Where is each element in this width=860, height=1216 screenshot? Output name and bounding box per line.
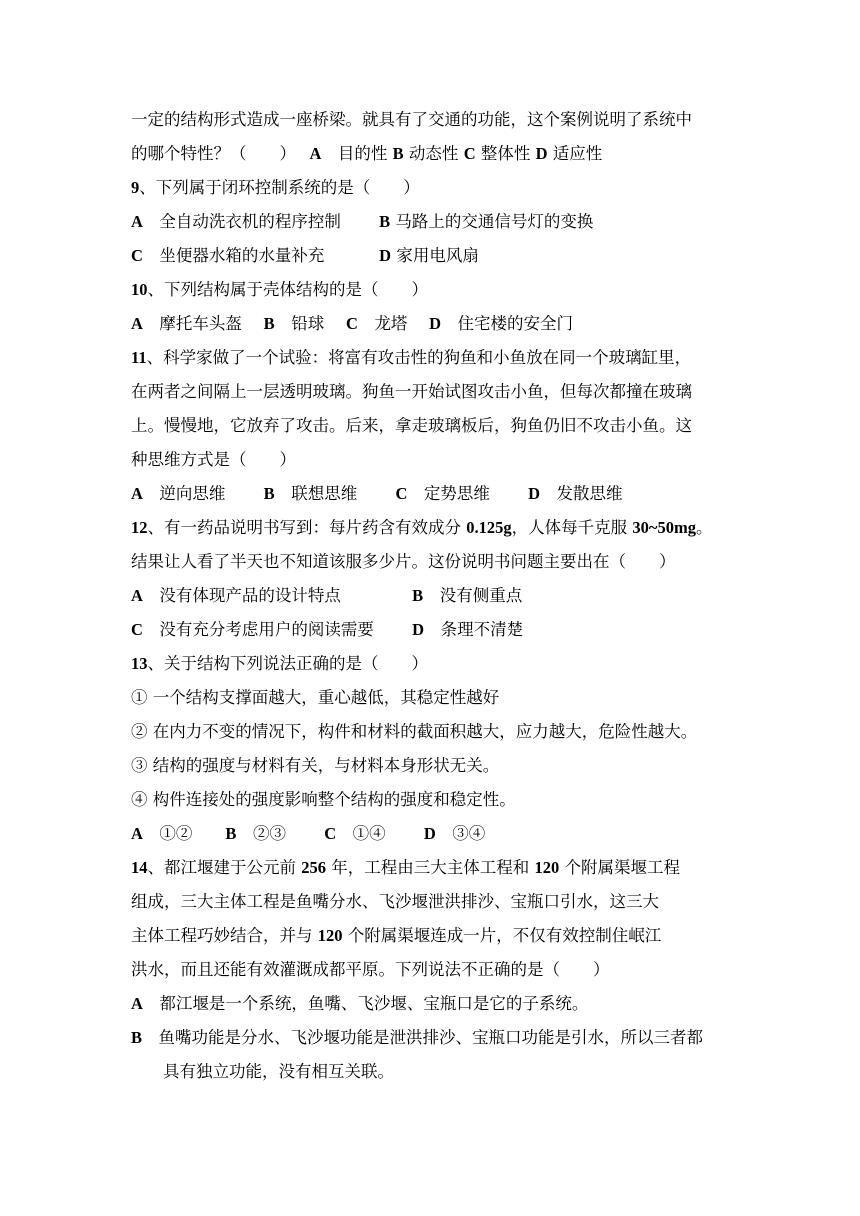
text: 结果让人看了半天也不知道该服多少片。这份说明书问题主要出在（ ） <box>131 552 676 571</box>
option-text: 住宅楼的安全门 <box>441 314 574 333</box>
option-text: ②③ <box>236 824 325 843</box>
option-text: 没有体现产品的设计特点 <box>142 586 413 605</box>
text: 、有一药品说明书写到：每片药含有效成分 <box>147 518 467 537</box>
text: 、关于结构下列说法正确的是（ ） <box>147 654 428 673</box>
text: 具有独立功能，没有相互关联。 <box>163 1062 394 1081</box>
option-text: 全自动洗衣机的程序控制 <box>142 212 380 231</box>
q12-stem-line-2 <box>131 551 676 573</box>
text: ③ 结构的强度与材料有关，与材料本身形状无关。 <box>131 756 500 775</box>
text: ① 一个结构支撑面越大，重心越低，其稳定性越好 <box>131 688 500 707</box>
option-letter: D <box>379 246 392 265</box>
q12-stem-line-1 <box>131 517 712 539</box>
question-number: 10 <box>131 280 148 299</box>
option-text: 没有侧重点 <box>423 586 523 605</box>
option-letter: A <box>131 586 143 605</box>
option-letter: D <box>412 620 425 639</box>
option-text: 坐便器水箱的水量补充 <box>142 246 380 265</box>
q12-options-row-1 <box>131 585 522 607</box>
q11-stem-line-4 <box>131 449 296 471</box>
text: 、下列结构属于壳体结构的是（ ） <box>147 280 428 299</box>
text: 个附属渠堰连成一片，不仅有效控制住岷江 <box>342 926 662 945</box>
q14-option-b-continued <box>163 1061 394 1083</box>
text: 洪水，而且还能有效灌溉成都平原。下列说法不正确的是（ ） <box>131 960 610 979</box>
option-letter: A <box>131 212 143 231</box>
option-letter: C <box>131 620 143 639</box>
text: 上。慢慢地，它放弃了攻击。后来，拿走玻璃板后，狗鱼仍旧不攻击小鱼。这 <box>131 416 692 435</box>
q9-stem <box>131 177 420 199</box>
option-text: 没有充分考虑用户的阅读需要 <box>142 620 413 639</box>
text: 种思维方式是（ ） <box>131 450 296 469</box>
text: 、下列属于闭环控制系统的是（ ） <box>139 178 420 197</box>
option-text: 适应性 <box>547 144 603 163</box>
q14-option-b <box>131 1027 703 1049</box>
count-value: 120 <box>534 858 560 877</box>
text: 的哪个特性？（ ） <box>131 144 310 163</box>
option-letter: B <box>131 1028 143 1047</box>
q13-stem <box>131 653 428 675</box>
option-text: 发散思维 <box>540 484 623 503</box>
text: ② 在内力不变的情况下，构件和材料的截面积越大，应力越大，危险性越大。 <box>131 722 698 741</box>
q10-options <box>131 313 573 335</box>
option-letter: C <box>463 144 476 163</box>
option-letter: C <box>324 824 337 843</box>
option-letter: A <box>131 994 143 1013</box>
option-letter: D <box>528 484 541 503</box>
option-letter: B <box>263 484 275 503</box>
option-text: 都江堰是一个系统，鱼嘴、飞沙堰、宝瓶口是它的子系统。 <box>142 994 589 1013</box>
option-text: 鱼嘴功能是分水、飞沙堰功能是泄洪排沙、宝瓶口功能是引水，所以三者都 <box>142 1028 704 1047</box>
text: 、都江堰建于公元前 <box>147 858 302 877</box>
text: 组成，三大主体工程是鱼嘴分水、飞沙堰泄洪排沙、宝瓶口引水，这三大 <box>131 892 659 911</box>
option-text: ①② <box>142 824 226 843</box>
q8-stem-line-1 <box>131 109 692 131</box>
q11-stem-line-3 <box>131 415 692 437</box>
option-letter: A <box>309 144 322 163</box>
option-text: 龙塔 <box>357 314 430 333</box>
q12-options-row-2 <box>131 619 523 641</box>
option-letter: A <box>131 484 143 503</box>
option-letter: C <box>345 314 358 333</box>
dose-range: 30~50mg <box>632 518 696 537</box>
text: 年，工程由三大主体工程和 <box>326 858 535 877</box>
option-letter: B <box>263 314 275 333</box>
option-text: ①④ <box>336 824 424 843</box>
option-letter: B <box>225 824 237 843</box>
q8-stem-line-2 <box>131 143 602 165</box>
question-number: 11 <box>131 348 147 367</box>
text: 、科学家做了一个试验：将富有攻击性的狗鱼和小鱼放在同一个玻璃缸里， <box>146 348 692 367</box>
option-text: 马路上的交通信号灯的变换 <box>390 212 594 231</box>
option-text: 动态性 <box>403 144 464 163</box>
text: ，人体每千克服 <box>511 518 633 537</box>
q11-stem-line-2 <box>131 381 692 403</box>
option-letter: A <box>131 824 143 843</box>
q13-options <box>131 823 485 845</box>
question-number: 14 <box>131 858 148 877</box>
option-letter: A <box>131 314 143 333</box>
q13-statement-3 <box>131 755 499 777</box>
q13-statement-4 <box>131 789 516 811</box>
q11-options <box>131 483 623 505</box>
option-text: 定势思维 <box>407 484 529 503</box>
count-value: 120 <box>317 926 343 945</box>
option-text: 整体性 <box>475 144 536 163</box>
option-letter: D <box>423 824 436 843</box>
text: 在两者之间隔上一层透明玻璃。狗鱼一开始试图攻击小鱼，但每次都撞在玻璃 <box>131 382 692 401</box>
q11-stem-line-1 <box>131 347 691 369</box>
text: ④ 构件连接处的强度影响整个结构的强度和稳定性。 <box>131 790 516 809</box>
option-text: 家用电风扇 <box>391 246 479 265</box>
option-letter: C <box>395 484 408 503</box>
option-letter: D <box>429 314 442 333</box>
option-text: 铅球 <box>274 314 346 333</box>
q14-option-a <box>131 993 588 1015</box>
option-text: 条理不清楚 <box>424 620 524 639</box>
option-text: 摩托车头盔 <box>142 314 264 333</box>
q9-options-row-2 <box>131 245 479 267</box>
option-text: 联想思维 <box>274 484 396 503</box>
q14-stem-line-1 <box>131 857 680 879</box>
q14-stem-line-4 <box>131 959 610 981</box>
question-number: 9 <box>131 178 140 197</box>
text: 个附属渠堰工程 <box>559 858 680 877</box>
text: 一定的结构形式造成一座桥梁。就具有了交通的功能，这个案例说明了系统中 <box>131 110 692 129</box>
option-letter: C <box>131 246 143 265</box>
q9-options-row-1 <box>131 211 593 233</box>
q13-statement-1 <box>131 687 499 709</box>
question-number: 13 <box>131 654 148 673</box>
option-letter: B <box>412 586 424 605</box>
text: 。 <box>695 518 713 537</box>
option-letter: D <box>535 144 548 163</box>
option-letter: B <box>379 212 391 231</box>
option-letter: B <box>392 144 404 163</box>
dose-value: 0.125g <box>466 518 512 537</box>
q10-stem <box>131 279 428 301</box>
question-number: 12 <box>131 518 148 537</box>
q14-stem-line-3 <box>131 925 661 947</box>
q14-stem-line-2 <box>131 891 659 913</box>
q13-statement-2 <box>131 721 697 743</box>
year-value: 256 <box>301 858 326 877</box>
option-text: ③④ <box>435 824 486 843</box>
option-text: 逆向思维 <box>142 484 264 503</box>
text: 主体工程巧妙结合，并与 <box>131 926 318 945</box>
option-text: 目的性 <box>321 144 393 163</box>
